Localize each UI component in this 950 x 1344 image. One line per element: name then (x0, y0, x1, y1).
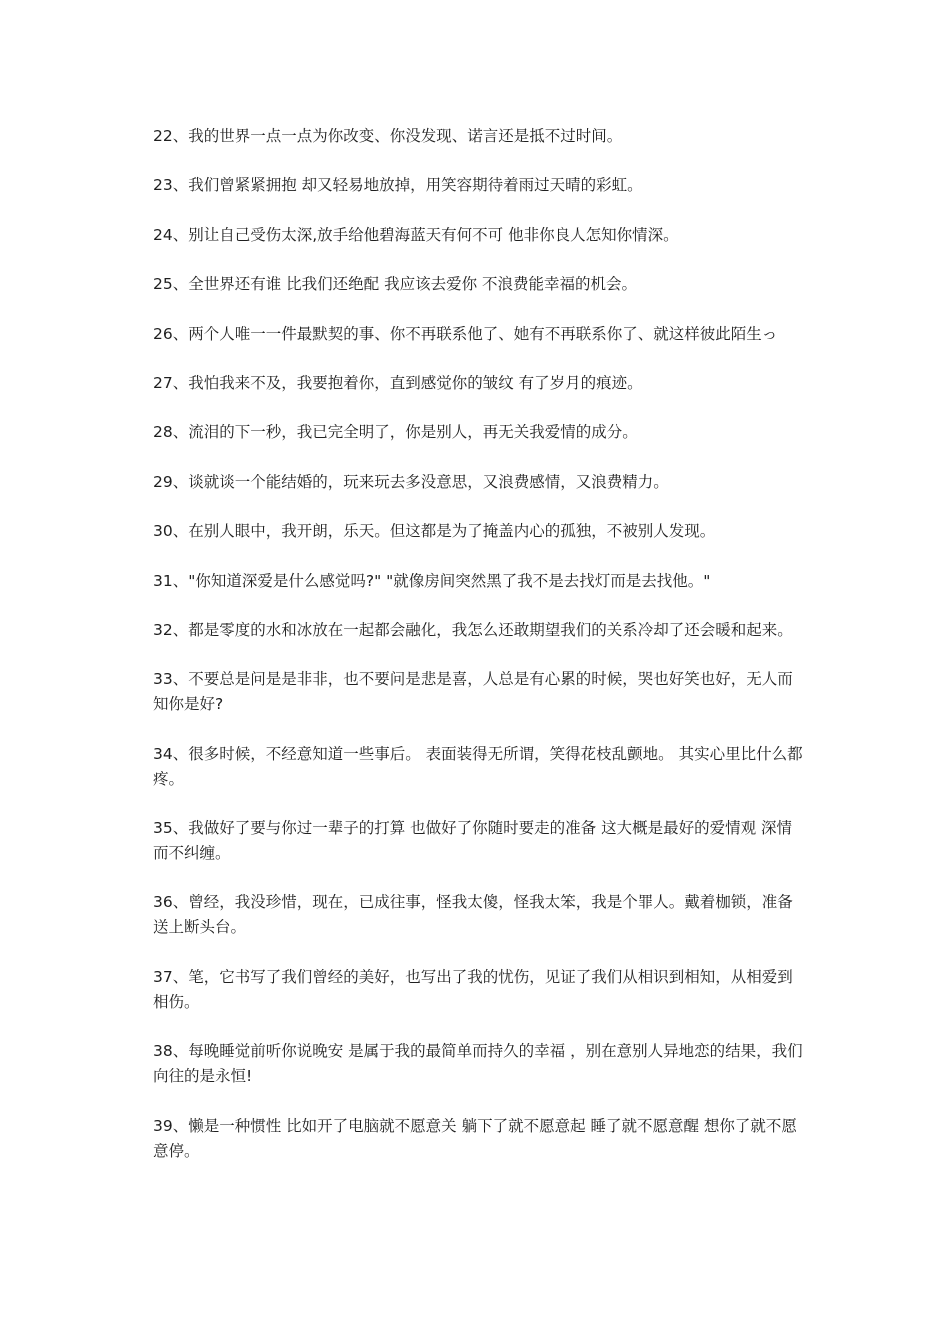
list-item: 39、懒是一种惯性 比如开了电脑就不愿意关 躺下了就不愿意起 睡了就不愿意醒 想你了就不愿意停。 (153, 1116, 797, 1160)
entry-list (153, 124, 803, 1188)
list-item: 34、很多时候，不经意知道一些事后。 表面装得无所谓，笑得花枝乱颤地。 其实心里比什么都疼。 (153, 744, 803, 788)
list-item: 28、流泪的下一秒，我已完全明了，你是别人，再无关我爱情的成分。 (153, 423, 638, 442)
list-item: 22、我的世界一点一点为你改变、你没发现、诺言还是抵不过时间。 (153, 127, 623, 145)
list-item: 27、我怕我来不及，我要抱着你，直到感觉你的皱纹 有了岁月的痕迹。 (153, 373, 643, 392)
list-item: 33、不要总是问是是非非，也不要问是悲是喜，人总是有心累的时候，哭也好笑也好，无人而知你是好? (153, 670, 793, 714)
list-item: 38、每晚睡觉前听你说晚安 是属于我的最简单而持久的幸福 ，别在意别人异地恋的结果，我们向往的是永恒! (153, 1042, 803, 1086)
list-item: 36、曾经，我没珍惜，现在，已成往事，怪我太傻，怪我太笨，我是个罪人。戴着枷锁，准备送上断头台。 (153, 893, 793, 937)
list-item: 25、全世界还有谁 比我们还绝配 我应该去爱你 不浪费能幸福的机会。 (153, 275, 638, 294)
list-item: 31、"你知道深爱是什么感觉吗?" "就像房间突然黑了我不是去找灯而是去找他。" (153, 571, 711, 590)
list-item: 29、谈就谈一个能结婚的，玩来玩去多没意思，又浪费感情，又浪费精力。 (153, 472, 669, 491)
list-item: 35、我做好了要与你过一辈子的打算 也做好了你随时要走的准备 这大概是最好的爱情观 深情而不纠缠。 (153, 819, 793, 863)
list-item: 32、都是零度的水和冰放在一起都会融化，我怎么还敢期望我们的关系冷却了还会暖和起来。 (153, 620, 793, 639)
list-item: 23、我们曾紧紧拥抱 却又轻易地放掉，用笑容期待着雨过天晴的彩虹。 (153, 176, 643, 195)
list-item: 37、笔，它书写了我们曾经的美好，也写出了我的忧伤，见证了我们从相识到相知，从相爱到相伤。 (153, 967, 793, 1011)
list-item: 26、两个人唯一一件最默契的事、你不再联系他了、她有不再联系你了、就这样彼此陌生っ (153, 324, 778, 343)
list-item: 30、在别人眼中，我开朗，乐天。但这都是为了掩盖内心的孤独，不被别人发现。 (153, 522, 716, 541)
list-item: 24、别让自己受伤太深,放手给他碧海蓝天有何不可 他非你良人怎知你情深。 (153, 225, 679, 244)
